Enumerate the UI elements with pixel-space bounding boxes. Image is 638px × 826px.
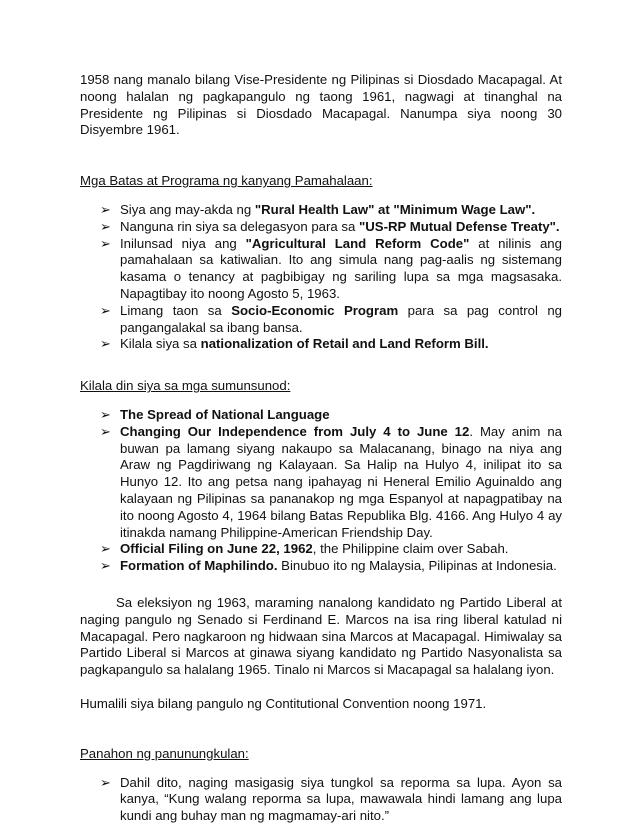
section-heading-laws: Mga Batas at Programa ng kanyang Pamahalaan: xyxy=(80,173,373,189)
known-for-list xyxy=(80,407,562,575)
list-item: ➢ Nanguna rin siya sa delegasyon para sa "US-RP Mutual Defense Treaty". xyxy=(100,218,560,234)
arrow-bullet-icon: ➢ xyxy=(100,423,111,439)
arrow-bullet-icon: ➢ xyxy=(100,774,111,790)
arrow-bullet-icon: ➢ xyxy=(100,336,111,352)
arrow-bullet-icon: ➢ xyxy=(100,558,111,574)
list-item: ➢ Official Filing on June 22, 1962, the Philippine claim over Sabah. xyxy=(100,541,509,557)
arrow-bullet-icon: ➢ xyxy=(100,302,111,318)
list-item: ➢ Inilunsad niya ang "Agricultural Land Reform Code" at nilinis ang pamahalaan sa katiwalian. Ito ang simula nang pag-aalis ng sistemang kasama o tenancy at pagbibigay ng sariling lupa sa mga magsasaka. Napagtibay ito noong Agosto 5, 1963. xyxy=(100,235,562,301)
arrow-bullet-icon: ➢ xyxy=(100,201,111,217)
convention-paragraph: Humalili siya bilang pangulo ng Contitutional Convention noong 1971. xyxy=(80,695,487,711)
arrow-bullet-icon: ➢ xyxy=(100,406,111,422)
list-item: ➢ Dahil dito, naging masigasig siya tungkol sa reporma sa lupa. Ayon sa kanya, “Kung walang reporma sa lupa, mawawala hindi lamang ang lupa kundi ang buhay man ng magmamay-ari nito.” xyxy=(100,774,562,824)
arrow-bullet-icon: ➢ xyxy=(100,218,111,234)
list-item: ➢ Formation of Maphilindo. Binubuo ito ng Malaysia, Pilipinas at Indonesia. xyxy=(100,558,557,574)
term-list xyxy=(80,775,562,825)
laws-list xyxy=(80,202,562,353)
list-item: ➢ Changing Our Independence from July 4 to June 12. May anim na buwan pa lamang siyang nakaupo sa Malacanang, binago na niya ang Araw ng Pagdiriwang ng Kalayaan. Sa Halip na Hulyo 4, inilipat ito sa Hunyo 12. Ito ang petsa nang ipahayag ni Heneral Emilio Aguinaldo ang kalayaan ng Pilipinas sa pananakop ng mga Espanyol at napagpatibay na ito noong Agosto 4, 1964 bilang Batas Republika Blg. 4166. Ang Hulyo 4 ay itinakda namang Philippine-American Friendship Day. xyxy=(100,423,562,540)
arrow-bullet-icon: ➢ xyxy=(100,235,111,251)
list-item: ➢ Limang taon sa Socio-Economic Program para sa pag control ng pangangalakal sa ibang bansa. xyxy=(100,302,562,335)
list-item: ➢ Kilala siya sa nationalization of Retail and Land Reform Bill. xyxy=(100,336,489,352)
arrow-bullet-icon: ➢ xyxy=(100,541,111,557)
election-paragraph: Sa eleksiyon ng 1963, maraming nanalong kandidato ng Partido Liberal at naging pangulo ng Senado si Ferdinand E. Marcos na isa ring liberal katulad ni Macapagal. Pero nagkaroon ng hidwaan sina Marcos at Macapagal. Himiwalay sa Partido Liberal si Marcos at ginawa siyang kandidato ng Partido Nasyonalista sa pagkapangulo sa halalang 1965. Tinalo ni Marcos si Macapagal sa halalang iyon. xyxy=(80,594,562,678)
section-heading-known-for: Kilala din siya sa mga sumunsunod: xyxy=(80,378,291,394)
intro-paragraph: 1958 nang manalo bilang Vise-Presidente ng Pilipinas si Diosdado Macapagal. At noong halalan ng pagkapangulo ng taong 1961, nagwagi at tinanghal na Presidente ng Pilipinas si Diosdado Macapagal. Nanumpa siya noong 30 Disyembre 1961. xyxy=(80,72,562,138)
section-heading-term: Panahon ng panunungkulan: xyxy=(80,745,249,761)
list-item: ➢ Siya ang may-akda ng "Rural Health Law" at "Minimum Wage Law". xyxy=(100,201,536,217)
list-item: ➢ The Spread of National Language xyxy=(100,406,330,422)
